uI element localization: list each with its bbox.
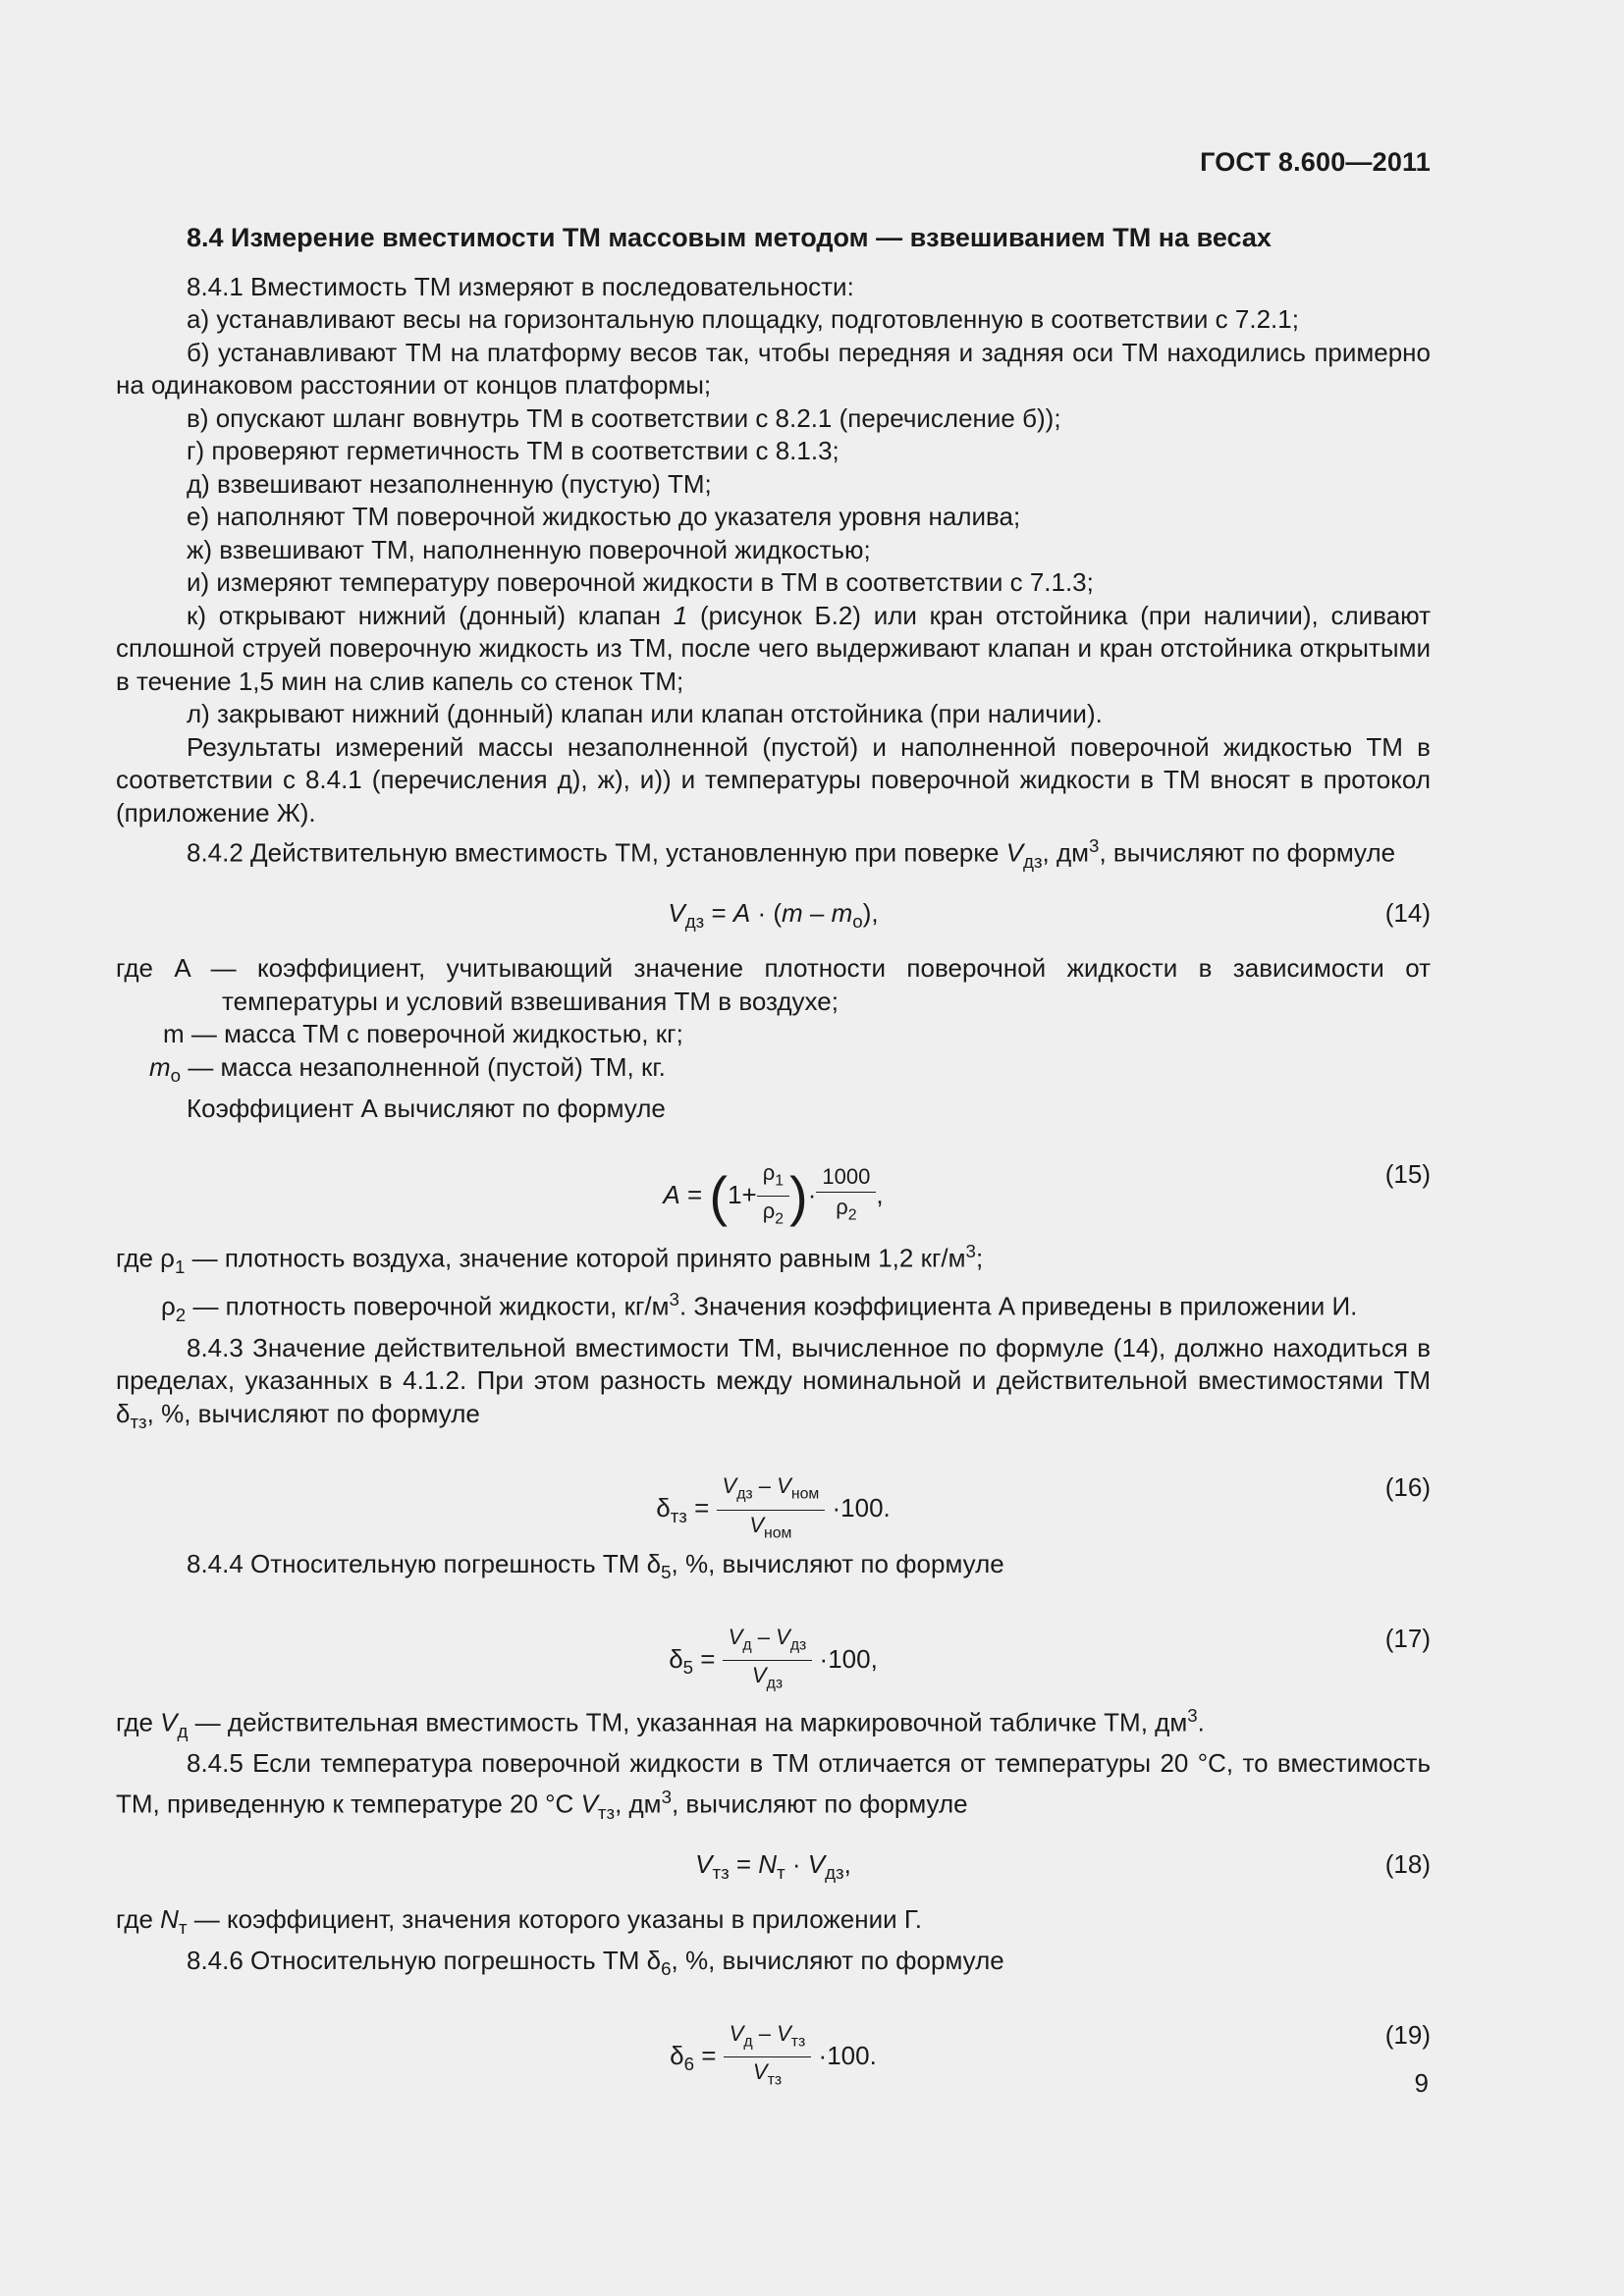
formula-17-expr: $\delta_5$ = $\frac{V_д - V_{дз}}{V_{дз}}$ ·100, bbox=[669, 1625, 878, 1692]
para-846: 8.4.6 Относительную погрешность ТМ $\delta_6$, %, вычисляют по формуле bbox=[187, 1945, 1004, 1980]
formula-16-expr: $\delta_{тз}$ = $\frac{V_{дз} - V_{ном}}{V_{ном}}$ ·100. bbox=[656, 1473, 891, 1542]
para-842: 8.4.2 Действительную вместимость ТМ, установленную при поверке $V_{дз}$, $дм^3$, вычисляют по формуле bbox=[187, 835, 1396, 872]
formula-18-number: (18) bbox=[1384, 1849, 1431, 1880]
where-rho2: $\rho_2$ — плотность поверочной жидкости, $кг/м^3$. Значения коэффициента A приведены в приложении И. bbox=[161, 1289, 1358, 1326]
list-item-g: г) проверяют герметичность ТМ в соответствии с 8.1.3; bbox=[187, 436, 839, 465]
formula-17 bbox=[116, 1599, 1431, 1692]
para-844: 8.4.4 Относительную погрешность ТМ $\delta_5$, %, вычисляют по формуле bbox=[187, 1549, 1004, 1583]
formula-16-number: (16) bbox=[1384, 1472, 1431, 1503]
formula-15-expr: A = (1+ $\frac{\rho_1}{\rho_2}$ )· $\frac{1000}{\rho_2}$ , bbox=[663, 1160, 884, 1228]
coef-line: Коэффициент A вычисляют по формуле bbox=[187, 1093, 666, 1123]
where-nt: где $N_т$ — коэффициент, значения которого указаны в приложении Г. bbox=[116, 1904, 923, 1939]
list-item-i: и) измеряют температуру поверочной жидкости в ТМ в соответствии с 7.1.3; bbox=[187, 567, 1094, 597]
where-A: где A — коэффициент, учитывающий значение плотности поверочной жидкости в зависимости от температуры и условий взвешивания ТМ в воздухе; bbox=[116, 953, 1431, 1016]
para-843: 8.4.3 Значение действительной вместимости ТМ, вычисленное по формуле (14), должно находиться в пределах, указанных в 4.1.2. При этом разность между номинальной и действительной вместимостями ТМ $\delta_{тз}$, %, вычисляют по формуле bbox=[116, 1332, 1431, 1432]
formula-19-expr: $\delta_6$ = $\frac{V_д - V_{тз}}{V_{тз}}$ ·100. bbox=[670, 2020, 877, 2089]
list-item-k: к) открывают нижний (донный) клапан 1 (рисунок Б.2) или кран отстойника (при наличии), сливают сплошной струей поверочную жидкость из ТМ, после чего выдерживают клапан и кран отстойника открытыми в течение 1,5 мин на слив капель со стенок ТМ; bbox=[116, 600, 1431, 696]
formula-19 bbox=[116, 1996, 1431, 2089]
formula-18-expr: $V_{тз} = N_т \cdot V_{дз}$, bbox=[695, 1849, 851, 1884]
para-845: 8.4.5 Если температура поверочной жидкости в ТМ отличается от температуры 20 °С, то вместимость ТМ, приведенную к температуре 20 °С $V_{тз}$, $дм^3$, вычисляют по формуле bbox=[116, 1748, 1431, 1823]
formula-14-number: (14) bbox=[1384, 898, 1431, 929]
list-item-e: е) наполняют ТМ поверочной жидкостью до указателя уровня налива; bbox=[187, 502, 1021, 531]
para-841-intro: 8.4.1 Вместимость ТМ измеряют в последовательности: bbox=[187, 271, 854, 301]
formula-19-number: (19) bbox=[1384, 2019, 1431, 2050]
page-number: 9 bbox=[1414, 2068, 1429, 2098]
list-item-l: л) закрывают нижний (донный) клапан или клапан отстойника (при наличии). bbox=[187, 699, 1103, 728]
where-vd: где $V_д$ — действительная вместимость ТМ, указанная на маркировочной табличке ТМ, $дм^3$. bbox=[116, 1705, 1205, 1741]
formula-15 bbox=[116, 1135, 1431, 1228]
formula-15-number: (15) bbox=[1384, 1159, 1431, 1190]
list-item-zh: ж) взвешивают ТМ, наполненную поверочной жидкостью; bbox=[187, 534, 871, 564]
section-title: 8.4 Измерение вместимости ТМ массовым методом — взвешиванием ТМ на весах bbox=[187, 223, 1272, 252]
formula-14 bbox=[116, 887, 1431, 942]
formula-18 bbox=[116, 1839, 1431, 1894]
formula-14-expr: $V_{дз} = A \cdot (m - m_о)$, bbox=[668, 898, 879, 933]
list-item-a: а) устанавливают весы на горизонтальную площадку, подготовленную в соответствии с 7.2.1; bbox=[187, 304, 1299, 334]
list-item-d: д) взвешивают незаполненную (пустую) ТМ; bbox=[187, 468, 712, 499]
list-item-v: в) опускают шланг вовнутрь ТМ в соответствии с 8.2.1 (перечисление б)); bbox=[187, 402, 1061, 433]
document-code: ГОСТ 8.600—2011 bbox=[1200, 147, 1431, 177]
formula-17-number: (17) bbox=[1384, 1624, 1431, 1654]
where-rho1: где $\rho_1$ — плотность воздуха, значение которой принято равным 1,2 $кг/м^3$; bbox=[116, 1241, 984, 1277]
where-m: m — масса ТМ с поверочной жидкостью, кг; bbox=[163, 1019, 683, 1049]
formula-16 bbox=[116, 1448, 1431, 1542]
list-item-b: б) устанавливают ТМ на платформу весов так, чтобы передняя и задняя оси ТМ находились примерно на одинаковом расстоянии от концов платформы; bbox=[116, 337, 1431, 400]
para-results: Результаты измерений массы незаполненной (пустой) и наполненной поверочной жидкостью ТМ в соответствии с 8.4.1 (перечисления д), ж), и)) и температуры поверочной жидкости в ТМ вносят в протокол (приложение Ж). bbox=[116, 731, 1431, 828]
document-body bbox=[116, 222, 1431, 2096]
where-m0: $m_о$ — масса незаполненной (пустой) ТМ, кг. bbox=[149, 1051, 666, 1087]
